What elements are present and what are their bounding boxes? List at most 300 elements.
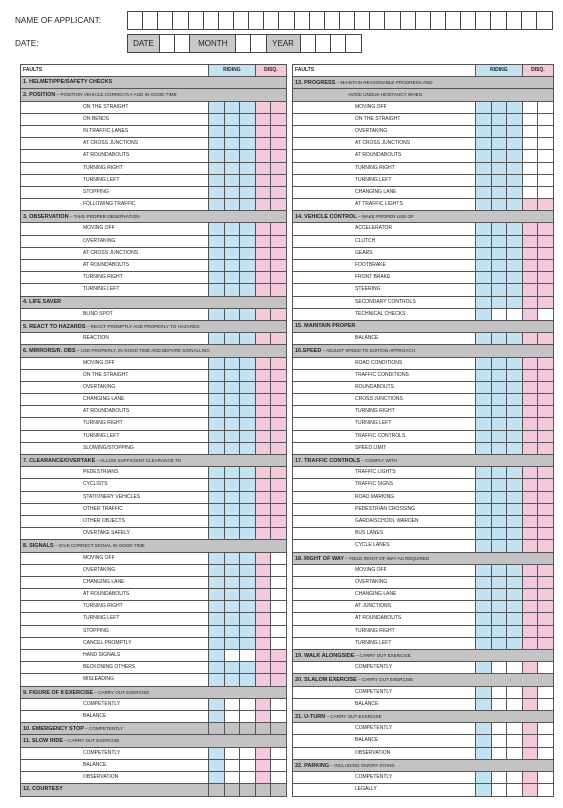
riding-box[interactable] xyxy=(239,711,255,722)
riding-box[interactable] xyxy=(239,443,255,454)
riding-box[interactable] xyxy=(208,626,224,637)
disq-box[interactable] xyxy=(537,528,553,539)
riding-box[interactable] xyxy=(475,723,491,734)
riding-box[interactable] xyxy=(491,528,507,539)
riding-box[interactable] xyxy=(506,358,522,369)
disq-box[interactable] xyxy=(255,589,271,600)
riding-box[interactable] xyxy=(491,723,507,734)
disq-box[interactable] xyxy=(270,382,286,393)
disq-box[interactable] xyxy=(255,662,271,673)
disq-box[interactable] xyxy=(537,406,553,417)
disq-box[interactable] xyxy=(522,492,538,503)
riding-box[interactable] xyxy=(208,248,224,259)
riding-box[interactable] xyxy=(239,102,255,113)
riding-box[interactable] xyxy=(491,443,507,454)
riding-box[interactable] xyxy=(506,138,522,149)
riding-box[interactable] xyxy=(491,516,507,527)
disq-box[interactable] xyxy=(255,431,271,442)
disq-box[interactable] xyxy=(270,674,286,685)
disq-box[interactable] xyxy=(255,175,271,186)
riding-box[interactable] xyxy=(475,540,491,551)
disq-box[interactable] xyxy=(522,284,538,295)
disq-box[interactable] xyxy=(522,297,538,308)
riding-box[interactable] xyxy=(506,748,522,759)
riding-box[interactable] xyxy=(506,236,522,247)
disq-box[interactable] xyxy=(537,479,553,490)
riding-box[interactable] xyxy=(224,784,240,796)
disq-box[interactable] xyxy=(537,370,553,381)
disq-box[interactable] xyxy=(270,248,286,259)
disq-box[interactable] xyxy=(255,150,271,161)
riding-box[interactable] xyxy=(224,150,240,161)
disq-box[interactable] xyxy=(255,723,271,734)
riding-box[interactable] xyxy=(224,370,240,381)
disq-box[interactable] xyxy=(537,223,553,234)
riding-box[interactable] xyxy=(475,613,491,624)
disq-box[interactable] xyxy=(255,394,271,405)
disq-box[interactable] xyxy=(522,601,538,612)
disq-box[interactable] xyxy=(270,748,286,759)
riding-box[interactable] xyxy=(224,662,240,673)
disq-box[interactable] xyxy=(537,187,553,198)
riding-box[interactable] xyxy=(475,370,491,381)
riding-box[interactable] xyxy=(506,126,522,137)
riding-box[interactable] xyxy=(491,687,507,698)
riding-box[interactable] xyxy=(491,418,507,429)
riding-box[interactable] xyxy=(224,199,240,210)
riding-box[interactable] xyxy=(208,565,224,576)
disq-box[interactable] xyxy=(255,333,271,344)
riding-box[interactable] xyxy=(475,126,491,137)
disq-box[interactable] xyxy=(255,358,271,369)
riding-box[interactable] xyxy=(475,662,491,673)
riding-box[interactable] xyxy=(224,431,240,442)
riding-box[interactable] xyxy=(224,443,240,454)
riding-box[interactable] xyxy=(208,163,224,174)
disq-box[interactable] xyxy=(537,260,553,271)
riding-box[interactable] xyxy=(475,565,491,576)
riding-box[interactable] xyxy=(475,284,491,295)
riding-box[interactable] xyxy=(208,126,224,137)
riding-box[interactable] xyxy=(224,126,240,137)
disq-box[interactable] xyxy=(522,772,538,783)
riding-box[interactable] xyxy=(224,601,240,612)
disq-box[interactable] xyxy=(537,784,553,796)
riding-box[interactable] xyxy=(224,492,240,503)
riding-box[interactable] xyxy=(491,431,507,442)
disq-box[interactable] xyxy=(270,577,286,588)
riding-box[interactable] xyxy=(239,723,255,734)
disq-box[interactable] xyxy=(255,613,271,624)
disq-box[interactable] xyxy=(522,138,538,149)
riding-box[interactable] xyxy=(239,589,255,600)
riding-box[interactable] xyxy=(506,687,522,698)
riding-box[interactable] xyxy=(475,333,491,344)
riding-box[interactable] xyxy=(224,102,240,113)
disq-box[interactable] xyxy=(537,565,553,576)
riding-box[interactable] xyxy=(239,431,255,442)
riding-box[interactable] xyxy=(491,150,507,161)
riding-box[interactable] xyxy=(239,650,255,661)
disq-box[interactable] xyxy=(522,358,538,369)
riding-box[interactable] xyxy=(506,565,522,576)
riding-box[interactable] xyxy=(239,577,255,588)
disq-box[interactable] xyxy=(270,175,286,186)
riding-box[interactable] xyxy=(208,187,224,198)
riding-box[interactable] xyxy=(208,431,224,442)
riding-box[interactable] xyxy=(506,333,522,344)
disq-box[interactable] xyxy=(270,431,286,442)
disq-box[interactable] xyxy=(537,138,553,149)
disq-box[interactable] xyxy=(255,443,271,454)
riding-box[interactable] xyxy=(506,260,522,271)
riding-box[interactable] xyxy=(208,467,224,478)
disq-box[interactable] xyxy=(270,370,286,381)
riding-box[interactable] xyxy=(491,260,507,271)
disq-box[interactable] xyxy=(255,516,271,527)
riding-box[interactable] xyxy=(475,772,491,783)
disq-box[interactable] xyxy=(270,284,286,295)
riding-box[interactable] xyxy=(475,272,491,283)
riding-box[interactable] xyxy=(475,687,491,698)
riding-box[interactable] xyxy=(224,711,240,722)
riding-box[interactable] xyxy=(224,650,240,661)
riding-box[interactable] xyxy=(224,528,240,539)
riding-box[interactable] xyxy=(239,418,255,429)
riding-box[interactable] xyxy=(208,674,224,685)
riding-box[interactable] xyxy=(491,406,507,417)
disq-box[interactable] xyxy=(270,406,286,417)
disq-box[interactable] xyxy=(522,565,538,576)
riding-box[interactable] xyxy=(208,102,224,113)
riding-box[interactable] xyxy=(506,187,522,198)
riding-box[interactable] xyxy=(491,772,507,783)
riding-box[interactable] xyxy=(239,199,255,210)
riding-box[interactable] xyxy=(239,760,255,771)
riding-box[interactable] xyxy=(475,138,491,149)
disq-box[interactable] xyxy=(537,175,553,186)
disq-box[interactable] xyxy=(255,114,271,125)
riding-box[interactable] xyxy=(208,589,224,600)
disq-box[interactable] xyxy=(537,382,553,393)
riding-box[interactable] xyxy=(506,163,522,174)
riding-box[interactable] xyxy=(475,504,491,515)
riding-box[interactable] xyxy=(208,784,224,796)
disq-box[interactable] xyxy=(522,126,538,137)
riding-box[interactable] xyxy=(208,199,224,210)
disq-box[interactable] xyxy=(270,601,286,612)
disq-box[interactable] xyxy=(270,394,286,405)
riding-box[interactable] xyxy=(208,406,224,417)
riding-box[interactable] xyxy=(506,297,522,308)
riding-box[interactable] xyxy=(239,260,255,271)
disq-box[interactable] xyxy=(270,626,286,637)
riding-box[interactable] xyxy=(506,406,522,417)
applicant-name-field[interactable] xyxy=(127,11,553,30)
riding-box[interactable] xyxy=(475,248,491,259)
disq-box[interactable] xyxy=(537,199,553,210)
riding-box[interactable] xyxy=(506,150,522,161)
riding-box[interactable] xyxy=(224,272,240,283)
disq-box[interactable] xyxy=(522,638,538,649)
riding-box[interactable] xyxy=(491,163,507,174)
riding-box[interactable] xyxy=(475,150,491,161)
riding-box[interactable] xyxy=(506,516,522,527)
disq-box[interactable] xyxy=(537,150,553,161)
riding-box[interactable] xyxy=(224,699,240,710)
disq-box[interactable] xyxy=(522,199,538,210)
riding-box[interactable] xyxy=(239,187,255,198)
riding-box[interactable] xyxy=(208,553,224,564)
riding-box[interactable] xyxy=(491,626,507,637)
riding-box[interactable] xyxy=(208,175,224,186)
riding-box[interactable] xyxy=(506,626,522,637)
disq-box[interactable] xyxy=(270,163,286,174)
riding-box[interactable] xyxy=(491,699,507,710)
riding-box[interactable] xyxy=(491,309,507,320)
disq-box[interactable] xyxy=(537,163,553,174)
riding-box[interactable] xyxy=(239,114,255,125)
riding-box[interactable] xyxy=(224,626,240,637)
disq-box[interactable] xyxy=(270,760,286,771)
riding-box[interactable] xyxy=(208,418,224,429)
riding-box[interactable] xyxy=(475,358,491,369)
riding-box[interactable] xyxy=(491,577,507,588)
riding-box[interactable] xyxy=(208,223,224,234)
riding-box[interactable] xyxy=(224,223,240,234)
disq-box[interactable] xyxy=(537,309,553,320)
disq-box[interactable] xyxy=(255,102,271,113)
disq-box[interactable] xyxy=(537,467,553,478)
disq-box[interactable] xyxy=(255,626,271,637)
riding-box[interactable] xyxy=(224,175,240,186)
disq-box[interactable] xyxy=(522,443,538,454)
riding-box[interactable] xyxy=(224,553,240,564)
riding-box[interactable] xyxy=(224,114,240,125)
disq-box[interactable] xyxy=(537,504,553,515)
riding-box[interactable] xyxy=(208,601,224,612)
disq-box[interactable] xyxy=(522,723,538,734)
riding-box[interactable] xyxy=(506,699,522,710)
riding-box[interactable] xyxy=(239,613,255,624)
riding-box[interactable] xyxy=(239,150,255,161)
disq-box[interactable] xyxy=(537,114,553,125)
riding-box[interactable] xyxy=(239,175,255,186)
riding-box[interactable] xyxy=(208,150,224,161)
riding-box[interactable] xyxy=(475,577,491,588)
riding-box[interactable] xyxy=(475,784,491,796)
disq-box[interactable] xyxy=(537,431,553,442)
riding-box[interactable] xyxy=(491,467,507,478)
riding-box[interactable] xyxy=(506,784,522,796)
riding-box[interactable] xyxy=(208,284,224,295)
riding-box[interactable] xyxy=(506,504,522,515)
disq-box[interactable] xyxy=(255,126,271,137)
riding-box[interactable] xyxy=(224,187,240,198)
riding-box[interactable] xyxy=(491,175,507,186)
riding-box[interactable] xyxy=(475,102,491,113)
riding-box[interactable] xyxy=(239,674,255,685)
disq-box[interactable] xyxy=(522,784,538,796)
riding-box[interactable] xyxy=(208,613,224,624)
disq-box[interactable] xyxy=(270,102,286,113)
disq-box[interactable] xyxy=(537,601,553,612)
disq-box[interactable] xyxy=(522,236,538,247)
riding-box[interactable] xyxy=(224,613,240,624)
riding-box[interactable] xyxy=(506,102,522,113)
riding-box[interactable] xyxy=(491,358,507,369)
riding-box[interactable] xyxy=(208,577,224,588)
disq-box[interactable] xyxy=(522,418,538,429)
riding-box[interactable] xyxy=(506,223,522,234)
riding-box[interactable] xyxy=(224,163,240,174)
riding-box[interactable] xyxy=(208,723,224,734)
disq-box[interactable] xyxy=(255,638,271,649)
riding-box[interactable] xyxy=(491,223,507,234)
riding-box[interactable] xyxy=(506,577,522,588)
disq-box[interactable] xyxy=(270,638,286,649)
disq-box[interactable] xyxy=(522,577,538,588)
riding-box[interactable] xyxy=(208,504,224,515)
riding-box[interactable] xyxy=(491,114,507,125)
disq-box[interactable] xyxy=(522,333,538,344)
riding-box[interactable] xyxy=(491,394,507,405)
riding-box[interactable] xyxy=(208,699,224,710)
disq-box[interactable] xyxy=(522,163,538,174)
riding-box[interactable] xyxy=(491,565,507,576)
riding-box[interactable] xyxy=(239,309,255,320)
riding-box[interactable] xyxy=(224,674,240,685)
riding-box[interactable] xyxy=(475,309,491,320)
riding-box[interactable] xyxy=(491,784,507,796)
riding-box[interactable] xyxy=(239,223,255,234)
disq-box[interactable] xyxy=(537,492,553,503)
disq-box[interactable] xyxy=(270,589,286,600)
disq-box[interactable] xyxy=(270,187,286,198)
disq-box[interactable] xyxy=(270,553,286,564)
riding-box[interactable] xyxy=(491,248,507,259)
riding-box[interactable] xyxy=(506,772,522,783)
disq-box[interactable] xyxy=(255,650,271,661)
riding-box[interactable] xyxy=(475,626,491,637)
disq-box[interactable] xyxy=(255,504,271,515)
disq-box[interactable] xyxy=(537,248,553,259)
riding-box[interactable] xyxy=(491,102,507,113)
riding-box[interactable] xyxy=(208,236,224,247)
riding-box[interactable] xyxy=(491,126,507,137)
riding-box[interactable] xyxy=(491,601,507,612)
disq-box[interactable] xyxy=(255,382,271,393)
disq-box[interactable] xyxy=(537,577,553,588)
disq-box[interactable] xyxy=(255,187,271,198)
riding-box[interactable] xyxy=(239,528,255,539)
riding-box[interactable] xyxy=(475,175,491,186)
riding-box[interactable] xyxy=(239,553,255,564)
disq-box[interactable] xyxy=(537,662,553,673)
disq-box[interactable] xyxy=(522,516,538,527)
disq-box[interactable] xyxy=(270,467,286,478)
riding-box[interactable] xyxy=(475,748,491,759)
disq-box[interactable] xyxy=(255,674,271,685)
disq-box[interactable] xyxy=(255,272,271,283)
riding-box[interactable] xyxy=(491,297,507,308)
disq-box[interactable] xyxy=(537,394,553,405)
disq-box[interactable] xyxy=(255,760,271,771)
disq-box[interactable] xyxy=(270,662,286,673)
disq-box[interactable] xyxy=(255,601,271,612)
disq-box[interactable] xyxy=(270,784,286,796)
riding-box[interactable] xyxy=(224,406,240,417)
disq-box[interactable] xyxy=(255,479,271,490)
riding-box[interactable] xyxy=(475,516,491,527)
riding-box[interactable] xyxy=(224,772,240,783)
riding-box[interactable] xyxy=(224,577,240,588)
riding-box[interactable] xyxy=(239,284,255,295)
riding-box[interactable] xyxy=(506,114,522,125)
disq-box[interactable] xyxy=(270,272,286,283)
riding-box[interactable] xyxy=(208,333,224,344)
disq-box[interactable] xyxy=(522,735,538,746)
riding-box[interactable] xyxy=(239,662,255,673)
riding-box[interactable] xyxy=(475,735,491,746)
disq-box[interactable] xyxy=(255,284,271,295)
disq-box[interactable] xyxy=(522,102,538,113)
disq-box[interactable] xyxy=(270,723,286,734)
riding-box[interactable] xyxy=(475,528,491,539)
disq-box[interactable] xyxy=(537,540,553,551)
disq-box[interactable] xyxy=(270,711,286,722)
riding-box[interactable] xyxy=(506,431,522,442)
riding-box[interactable] xyxy=(475,163,491,174)
riding-box[interactable] xyxy=(224,248,240,259)
riding-box[interactable] xyxy=(506,248,522,259)
riding-box[interactable] xyxy=(224,309,240,320)
riding-box[interactable] xyxy=(239,406,255,417)
disq-box[interactable] xyxy=(537,284,553,295)
disq-box[interactable] xyxy=(270,479,286,490)
disq-box[interactable] xyxy=(255,699,271,710)
disq-box[interactable] xyxy=(522,114,538,125)
riding-box[interactable] xyxy=(506,613,522,624)
disq-box[interactable] xyxy=(537,443,553,454)
disq-box[interactable] xyxy=(255,528,271,539)
riding-box[interactable] xyxy=(475,638,491,649)
riding-box[interactable] xyxy=(506,199,522,210)
disq-box[interactable] xyxy=(522,309,538,320)
riding-box[interactable] xyxy=(239,333,255,344)
riding-box[interactable] xyxy=(208,114,224,125)
riding-box[interactable] xyxy=(239,248,255,259)
riding-box[interactable] xyxy=(506,272,522,283)
disq-box[interactable] xyxy=(522,687,538,698)
disq-box[interactable] xyxy=(522,504,538,515)
disq-box[interactable] xyxy=(522,589,538,600)
riding-box[interactable] xyxy=(208,516,224,527)
riding-box[interactable] xyxy=(506,492,522,503)
riding-box[interactable] xyxy=(208,492,224,503)
disq-box[interactable] xyxy=(255,199,271,210)
disq-box[interactable] xyxy=(270,309,286,320)
riding-box[interactable] xyxy=(491,284,507,295)
riding-box[interactable] xyxy=(224,760,240,771)
riding-box[interactable] xyxy=(475,431,491,442)
riding-box[interactable] xyxy=(475,187,491,198)
riding-box[interactable] xyxy=(491,272,507,283)
riding-box[interactable] xyxy=(506,309,522,320)
disq-box[interactable] xyxy=(270,443,286,454)
riding-box[interactable] xyxy=(475,492,491,503)
disq-box[interactable] xyxy=(255,138,271,149)
